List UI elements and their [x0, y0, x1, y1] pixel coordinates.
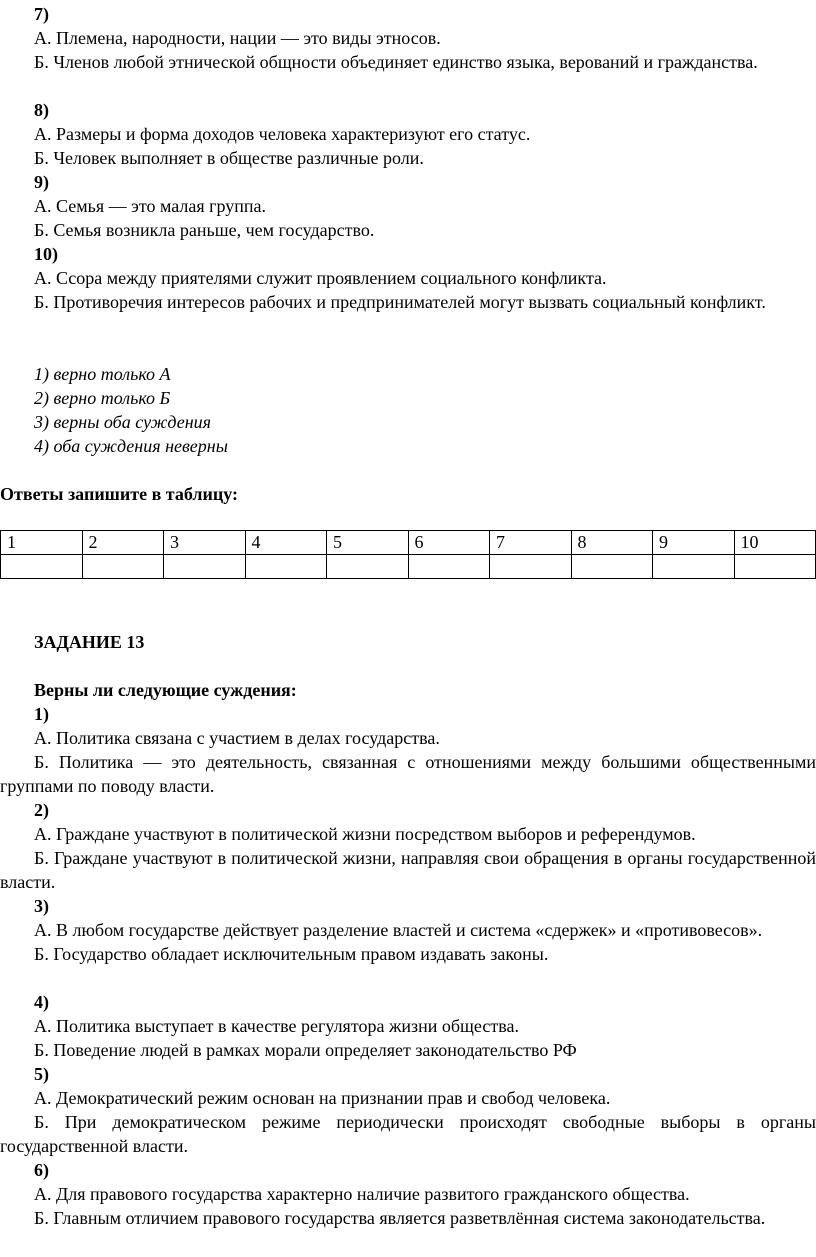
question-7 — [0, 2, 816, 74]
statement-a: А. Семья — это малая группа. — [34, 196, 267, 216]
table-cell: 2 — [82, 531, 164, 555]
table-cell: 4 — [245, 531, 327, 555]
answer-cell[interactable] — [490, 555, 572, 579]
statement-a: А. Размеры и форма доходов человека характеризуют его статус. — [34, 124, 531, 144]
statement-b: Б. Граждане участвуют в политической жизни, направляя свои обращения в органы государственной власти. — [0, 848, 816, 892]
task13-question-3 — [0, 894, 816, 966]
option-2: 2) верно только Б — [34, 388, 171, 408]
task13-question-5 — [0, 1062, 816, 1158]
statement-b: Б. Главным отличием правового государства является разветвлённая система законодательства. — [34, 1208, 766, 1228]
statement-b: Б. Противоречия интересов рабочих и предпринимателей могут вызвать социальный конфликт. — [34, 292, 766, 312]
option-1: 1) верно только А — [34, 364, 171, 384]
answer-cell[interactable] — [571, 555, 653, 579]
table-cell: 7 — [490, 531, 572, 555]
statement-b: Б. Государство обладает исключительным правом издавать законы. — [34, 944, 549, 964]
answer-cell[interactable] — [408, 555, 490, 579]
question-number: 3) — [34, 896, 49, 916]
question-8 — [0, 98, 816, 170]
task13-question-1 — [0, 702, 816, 798]
statement-b: Б. Поведение людей в рамках морали определяет законодательство РФ — [34, 1040, 577, 1060]
table-cell: 5 — [327, 531, 409, 555]
answers-heading: Ответы запишите в таблицу: — [0, 484, 239, 504]
table-cell: 8 — [571, 531, 653, 555]
task13-question-6 — [0, 1158, 816, 1230]
answer-options — [0, 362, 816, 458]
task13-question-4 — [0, 990, 816, 1062]
option-4: 4) оба суждения неверны — [34, 436, 228, 456]
statement-a: А. Ссора между приятелями служит проявлением социального конфликта. — [34, 268, 607, 288]
table-cell: 3 — [164, 531, 246, 555]
answer-cell[interactable] — [164, 555, 246, 579]
answer-cell[interactable] — [82, 555, 164, 579]
option-3: 3) верны оба суждения — [34, 412, 211, 432]
task-prompt: Верны ли следующие суждения: — [34, 680, 297, 700]
question-number: 1) — [34, 704, 49, 724]
statement-a: А. Племена, народности, нации — это виды этносов. — [34, 28, 441, 48]
question-9 — [0, 170, 816, 242]
statement-a: А. Граждане участвуют в политической жизни посредством выборов и референдумов. — [34, 824, 696, 844]
task13-question-2 — [0, 798, 816, 894]
answer-cell[interactable] — [327, 555, 409, 579]
table-cell: 10 — [734, 531, 816, 555]
question-number: 5) — [34, 1064, 49, 1084]
statement-b: Б. Членов любой этнической общности объединяет единство языка, верований и гражданства. — [34, 52, 758, 72]
answer-table — [0, 530, 816, 579]
question-number: 10) — [34, 244, 58, 264]
table-cell: 6 — [408, 531, 490, 555]
statement-a: А. Политика связана с участием в делах государства. — [34, 728, 440, 748]
table-answer-row — [1, 555, 816, 579]
statement-a: А. В любом государстве действует разделение властей и система «сдержек» и «противовесов». — [34, 920, 763, 940]
question-number: 6) — [34, 1160, 49, 1180]
statement-b: Б. При демократическом режиме периодически происходят свободные выборы в органы государственной власти. — [0, 1112, 816, 1156]
question-number: 4) — [34, 992, 49, 1012]
table-cell: 1 — [1, 531, 83, 555]
statement-a: А. Для правового государства характерно наличие развитого гражданского общества. — [34, 1184, 690, 1204]
statement-a: А. Демократический режим основан на признании прав и свобод человека. — [34, 1088, 611, 1108]
answer-cell[interactable] — [1, 555, 83, 579]
question-10 — [0, 242, 816, 314]
question-number: 2) — [34, 800, 49, 820]
statement-b: Б. Семья возникла раньше, чем государство. — [34, 220, 375, 240]
question-number: 8) — [34, 100, 49, 120]
statement-b: Б. Политика — это деятельность, связанная с отношениями между большими общественными группами по поводу власти. — [0, 752, 816, 796]
answer-cell[interactable] — [653, 555, 735, 579]
statement-a: А. Политика выступает в качестве регулятора жизни общества. — [34, 1016, 519, 1036]
task-title: ЗАДАНИЕ 13 — [34, 632, 145, 652]
table-header-row — [1, 531, 816, 555]
statement-b: Б. Человек выполняет в обществе различные роли. — [34, 148, 424, 168]
question-number: 9) — [34, 172, 49, 192]
table-cell: 9 — [653, 531, 735, 555]
answer-cell[interactable] — [245, 555, 327, 579]
question-number: 7) — [34, 4, 49, 24]
answer-cell[interactable] — [734, 555, 816, 579]
